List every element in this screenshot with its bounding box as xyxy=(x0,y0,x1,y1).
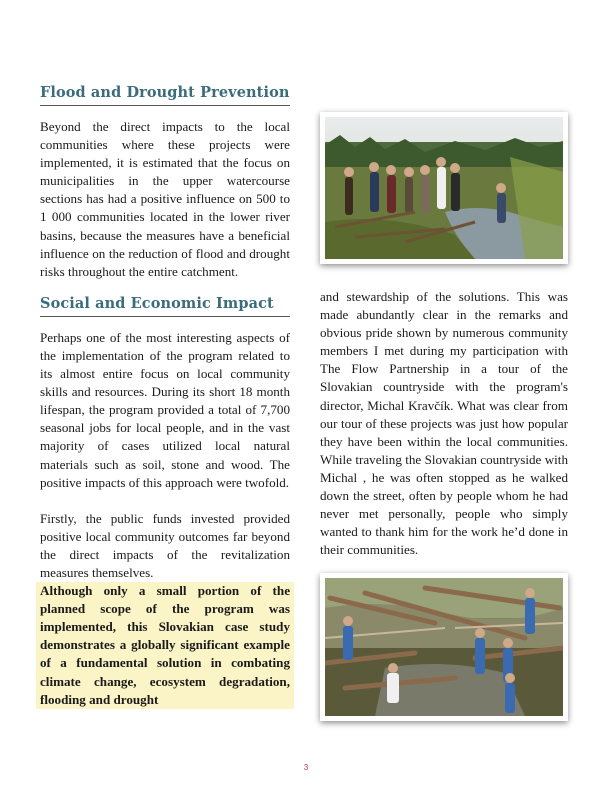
social-paragraph-1: Perhaps one of the most interesting aspects of the implementation of the program related to its almost entire focus on local community skills and resources. During its short 18 month lifespan, the program provided a total of 7,700 seasonal jobs for local people, and in the vast majority of cases utilized local natural materials such as soil, stone and wood. The positive impacts of this approach were twofold. xyxy=(40,329,290,490)
social-paragraph-2 xyxy=(40,510,290,709)
section-heading-flood: Flood and Drought Prevention xyxy=(40,84,290,106)
right-column xyxy=(320,112,568,721)
highlighted-text: Although only a small portion of the planned scope of the program was implemented, this Slovakian case study demonstrates a globally significant example of a fundamental solution in combating climate change, ecosystem degradation, flooding and drought xyxy=(36,582,294,709)
photo-volunteers-stream xyxy=(320,112,568,264)
flood-paragraph: Beyond the direct impacts to the local communities where these projects were implemented, it is estimated that the focus on municipalities in the upper watercourse sections has had a positive influence on 500 to 1 000 communities located in the lower river basins, because the measures have a beneficial influence on the reduction of flood and drought risks throughout the entire catchment. xyxy=(40,119,290,279)
section-heading-social: Social and Economic Impact xyxy=(40,295,290,317)
photo-workers-logs-image xyxy=(325,578,563,716)
page-number: 3 xyxy=(303,763,309,772)
photo-volunteers-stream-image xyxy=(325,117,563,259)
left-column xyxy=(40,84,290,709)
social-paragraph-2-text: Firstly, the public funds invested provided positive local community outcomes far beyond the direct impacts of the revitalization measures themselves. xyxy=(40,510,290,580)
photo-workers-logs xyxy=(320,573,568,721)
right-paragraph: and stewardship of the solutions. This was made abundantly clear in the remarks and obvious pride shown by numerous community members I met during my participation with The Flow Partnership in a tour of the Slovakian countryside with the program's director, Michal Kravčík. What was clear from our tour of these projects was just how popular they have been within the local communities. While traveling the Slovakian countryside with Michal , he was often stopped as he walked down the street, often by people whom he had never met personally, people who simply wanted to thank him for the work he’d done in their communities. xyxy=(320,289,568,558)
